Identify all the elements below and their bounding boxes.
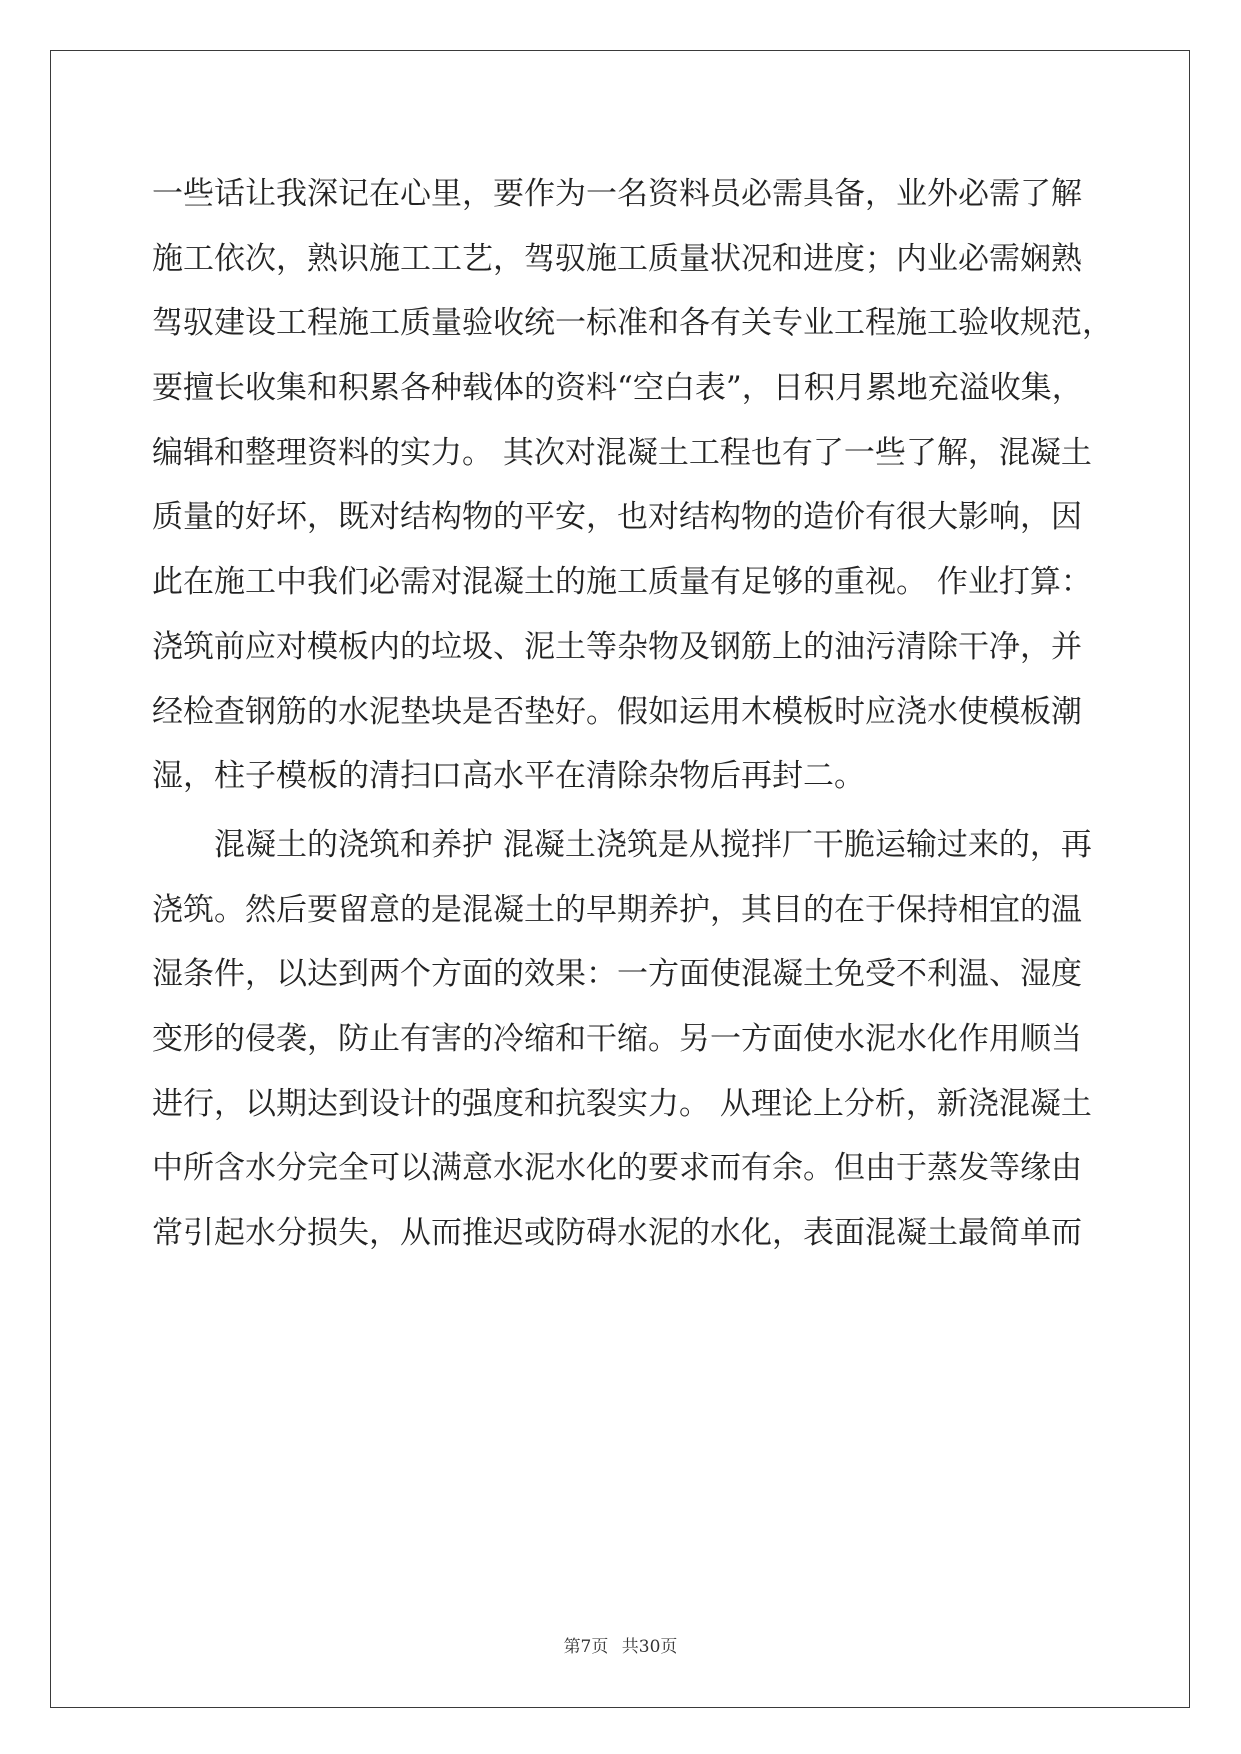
text-line: 进行，以期达到设计的强度和抗裂实力。 从理论上分析，新浇混凝土 [152,1085,1092,1122]
text-line: 中所含水分完全可以满意水泥水化的要求而有余。但由于蒸发等缘由 [152,1150,1082,1187]
text-line: 浇筑前应对模板内的垃圾、泥土等杂物及钢筋上的油污清除干净，并 [152,628,1082,665]
text-line: 要擅长收集和积累各种载体的资料“空白表”，日积月累地充溢收集， [152,370,1083,407]
page-number-footer: 第7页 共30页 [563,1637,678,1657]
body-text [152,162,1113,1266]
text-line: 常引起水分损失，从而推迟或防碍水泥的水化，表面混凝土最简单而 [152,1215,1082,1251]
text-line: 施工依次，熟识施工工艺，驾驭施工质量状况和进度；内业必需娴熟 [152,240,1082,277]
text-line: 此在施工中我们必需对混凝土的施工质量有足够的重视。 作业打算： [152,564,1092,601]
text-line: 编辑和整理资料的实力。 其次对混凝土工程也有了一些了解，混凝土 [152,434,1092,471]
text-line: 质量的好坏，既对结构物的平安，也对结构物的造价有很大影响，因 [152,499,1082,536]
text-line: 变形的侵袭，防止有害的冷缩和干缩。另一方面使水泥水化作用顺当 [152,1020,1082,1057]
text-line: 经检查钢筋的水泥垫块是否垫好。假如运用木模板时应浇水使模板潮 [152,693,1082,730]
text-line: 湿条件，以达到两个方面的效果：一方面使混凝土免受不利温、湿度 [152,956,1082,993]
text-line: 湿，柱子模板的清扫口高水平在清除杂物后再封二。 [152,758,865,795]
text-line: 浇筑。然后要留意的是混凝土的早期养护，其目的在于保持相宜的温 [152,891,1082,928]
text-line: 混凝土的浇筑和养护 混凝土浇筑是从搅拌厂干脆运输过来的，再 [214,826,1092,863]
text-line: 驾驭建设工程施工质量验收统一标准和各有关专业工程施工验收规范， [152,305,1113,342]
text-line: 一些话让我深记在心里，要作为一名资料员必需具备，业外必需了解 [152,176,1082,212]
